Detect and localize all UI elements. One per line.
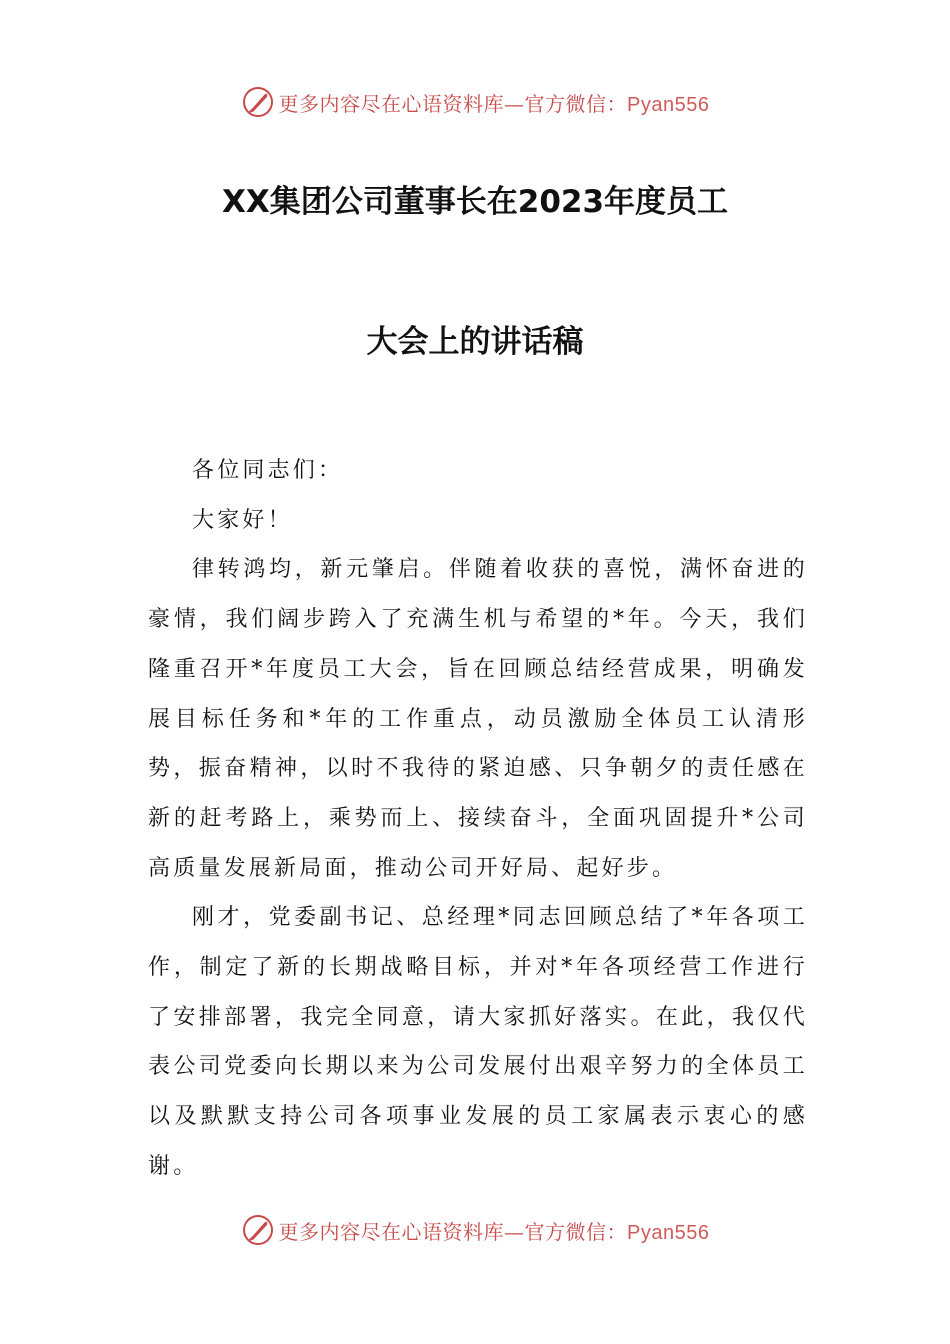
- footer-watermark: [0, 1210, 950, 1250]
- document-title-line-2: 大会上的讲话稿: [366, 324, 584, 360]
- quill-pen-logo-icon: [241, 85, 275, 119]
- body-paragraph: 刚才，党委副书记、总经理*同志回顾总结了*年各项工作，制定了新的长期战略目标，并对*年各项经营工作进行了安排部署，我完全同意，请大家抓好落实。在此，我仅代表公司党委向长期以来为公司发展付出艰辛努力的全体员工以及默默支持公司各项事业发展的员工家属表示衷心的感谢。: [148, 905, 808, 1179]
- salutation: 各位同志们：: [192, 458, 344, 483]
- watermark-text: 更多内容尽在心语资料库—官方微信：Pyan556: [278, 91, 710, 116]
- quill-pen-logo-icon: [241, 1213, 275, 1247]
- greeting: 大家好！: [192, 507, 293, 533]
- document-body: [148, 446, 808, 1192]
- header-watermark: [0, 82, 950, 122]
- document-title-line-1: XX集团公司董事长在2023年度员工: [221, 184, 729, 220]
- watermark-text: 更多内容尽在心语资料库—官方微信：Pyan556: [278, 1219, 710, 1244]
- body-paragraph: 律转鸿均，新元肇启。伴随着收获的喜悦，满怀奋进的豪情，我们阔步跨入了充满生机与希望的*年。今天，我们隆重召开*年度员工大会，旨在回顾总结经营成果，明确发展目标任务和*年的工作重点，动员激励全体员工认清形势，振奋精神，以时不我待的紧迫感、只争朝夕的责任感在新的赶考路上，乘势而上、接续奋斗，全面巩固提升*公司高质量发展新局面，推动公司开好局、起好步。: [148, 557, 808, 881]
